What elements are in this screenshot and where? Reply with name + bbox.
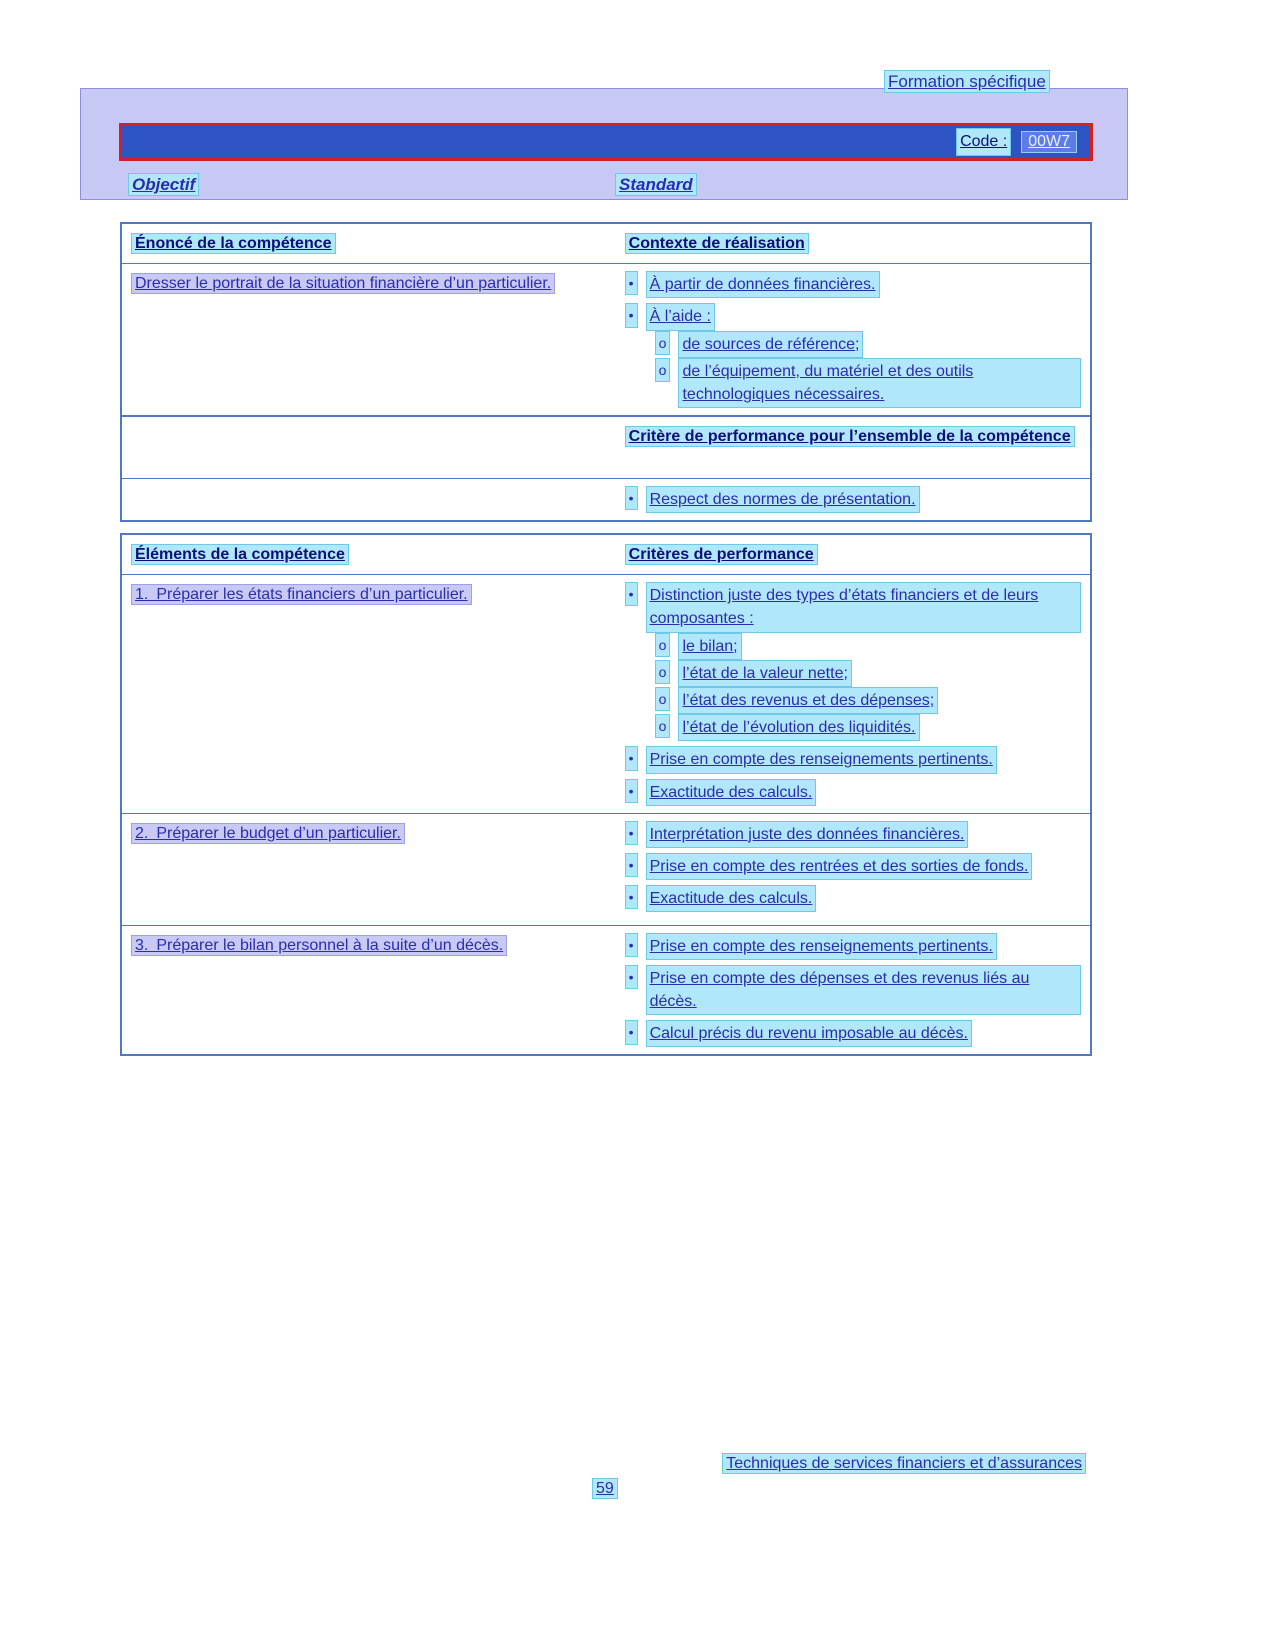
footer <box>723 1452 1085 1475</box>
elements-table-header <box>122 535 1090 575</box>
disc-bullet-icon: • <box>626 583 637 605</box>
bullet-text: l’état de l’évolution des liquidités. <box>679 715 918 740</box>
disc-bullet-icon: • <box>626 854 637 876</box>
footer-text: Techniques de services financiers et d’assurances <box>723 1454 1085 1473</box>
elements-table <box>120 533 1092 1056</box>
bullet-item <box>626 747 1080 772</box>
critere-header-cell <box>616 417 1090 478</box>
header-cell-contexte <box>616 224 1090 263</box>
enonce-cell <box>122 264 616 415</box>
bullet-text: Prise en compte des renseignements pertinents. <box>647 934 996 959</box>
bullet-item <box>626 332 1080 357</box>
disc-bullet-icon: • <box>626 966 637 988</box>
circle-bullet-icon: o <box>656 634 670 656</box>
criteria-cell <box>616 575 1090 813</box>
element-cell <box>122 926 616 1055</box>
circle-bullet-icon: o <box>656 359 670 381</box>
bullet-text: le bilan; <box>679 634 740 659</box>
bullet-item <box>626 272 1080 297</box>
bullet-item <box>626 1021 1080 1046</box>
competence-table-row <box>122 264 1090 415</box>
bullet-item <box>626 359 1080 407</box>
bullet-text: Respect des normes de présentation. <box>647 487 919 512</box>
bullet-item <box>626 966 1080 1014</box>
criteria-cell <box>616 814 1090 925</box>
bullet-item <box>626 304 1080 329</box>
bullet-text: de l’équipement, du matériel et des outils technologiques nécessaires. <box>679 359 1080 407</box>
bullet-text: Exactitude des calculs. <box>647 780 816 805</box>
bullet-text: Calcul précis du revenu imposable au décès. <box>647 1021 971 1046</box>
disc-bullet-icon: • <box>626 780 637 802</box>
standard-label <box>616 173 696 198</box>
circle-bullet-icon: o <box>656 661 670 683</box>
critere-ensemble-table <box>120 415 1092 522</box>
bullet-text: Prise en compte des renseignements pertinents. <box>647 747 996 772</box>
bullet-item <box>626 780 1080 805</box>
enonce-text: Dresser le portrait de la situation financière d’un particulier. <box>132 274 554 293</box>
bullet-item <box>626 715 1080 740</box>
circle-bullet-icon: o <box>656 688 670 710</box>
header-criteres-text: Critères de performance <box>626 545 817 564</box>
disc-bullet-icon: • <box>626 304 637 326</box>
disc-bullet-icon: • <box>626 1021 637 1043</box>
elements-table-row <box>122 926 1090 1055</box>
criteria-cell <box>616 926 1090 1055</box>
bullet-text: de sources de référence; <box>679 332 862 357</box>
bullet-text: Distinction juste des types d’états financiers et de leurs composantes : <box>647 583 1080 631</box>
standard-text: Standard <box>616 174 696 195</box>
disc-bullet-icon: • <box>626 886 637 908</box>
header-enonce-text: Énoncé de la compétence <box>132 234 335 253</box>
disc-bullet-icon: • <box>626 747 637 769</box>
element-text: 1. Préparer les états financiers d’un particulier. <box>132 585 471 604</box>
objectif-label <box>129 173 198 198</box>
bullet-item <box>626 854 1080 879</box>
bullet-item <box>626 661 1080 686</box>
element-text: 2. Préparer le budget d’un particulier. <box>132 824 404 843</box>
disc-bullet-icon: • <box>626 272 637 294</box>
circle-bullet-icon: o <box>656 715 670 737</box>
bullet-item <box>626 822 1080 847</box>
bullet-text: l’état de la valeur nette; <box>679 661 850 686</box>
page-number-text: 59 <box>593 1479 617 1498</box>
objectif-text: Objectif <box>129 174 198 195</box>
critere-table-header <box>122 417 1090 479</box>
critere-header-empty-cell <box>122 417 616 478</box>
page-number <box>593 1477 617 1500</box>
bullet-text: À partir de données financières. <box>647 272 879 297</box>
bullet-text: À l’aide : <box>647 304 714 329</box>
element-cell <box>122 814 616 925</box>
bullet-item <box>626 583 1080 631</box>
competence-table <box>120 222 1092 417</box>
critere-items-cell <box>616 479 1090 520</box>
element-cell <box>122 575 616 813</box>
elements-table-row <box>122 575 1090 814</box>
header-contexte-text: Contexte de réalisation <box>626 234 808 253</box>
disc-bullet-icon: • <box>626 934 637 956</box>
critere-header-text: Critère de performance pour l’ensemble de la compétence <box>626 427 1074 446</box>
circle-bullet-icon: o <box>656 332 670 354</box>
bullet-item <box>626 934 1080 959</box>
competence-table-header <box>122 224 1090 264</box>
bullet-item <box>626 886 1080 911</box>
header-cell-elements <box>122 535 616 574</box>
section-header <box>885 70 1049 95</box>
code-bar <box>119 123 1093 161</box>
header-cell-enonce <box>122 224 616 263</box>
critere-table-row <box>122 479 1090 520</box>
bullet-text: Interprétation juste des données financières. <box>647 822 968 847</box>
bullet-text: l’état des revenus et des dépenses; <box>679 688 937 713</box>
bullet-item <box>626 487 1080 512</box>
elements-table-row <box>122 814 1090 926</box>
bullet-text: Exactitude des calculs. <box>647 886 816 911</box>
disc-bullet-icon: • <box>626 487 637 509</box>
contexte-cell <box>616 264 1090 415</box>
disc-bullet-icon: • <box>626 822 637 844</box>
bullet-item <box>626 688 1080 713</box>
header-cell-criteres <box>616 535 1090 574</box>
header-elements-text: Éléments de la compétence <box>132 545 348 564</box>
code-value: 00W7 <box>1022 132 1076 152</box>
title-banner <box>80 88 1128 200</box>
bullet-text: Prise en compte des rentrées et des sorties de fonds. <box>647 854 1032 879</box>
critere-empty-cell <box>122 479 616 520</box>
element-text: 3. Préparer le bilan personnel à la suite d’un décès. <box>132 936 506 955</box>
code-label: Code : <box>957 129 1010 154</box>
bullet-item <box>626 634 1080 659</box>
bullet-text: Prise en compte des dépenses et des revenus liés au décès. <box>647 966 1080 1014</box>
section-header-text: Formation spécifique <box>885 71 1049 92</box>
